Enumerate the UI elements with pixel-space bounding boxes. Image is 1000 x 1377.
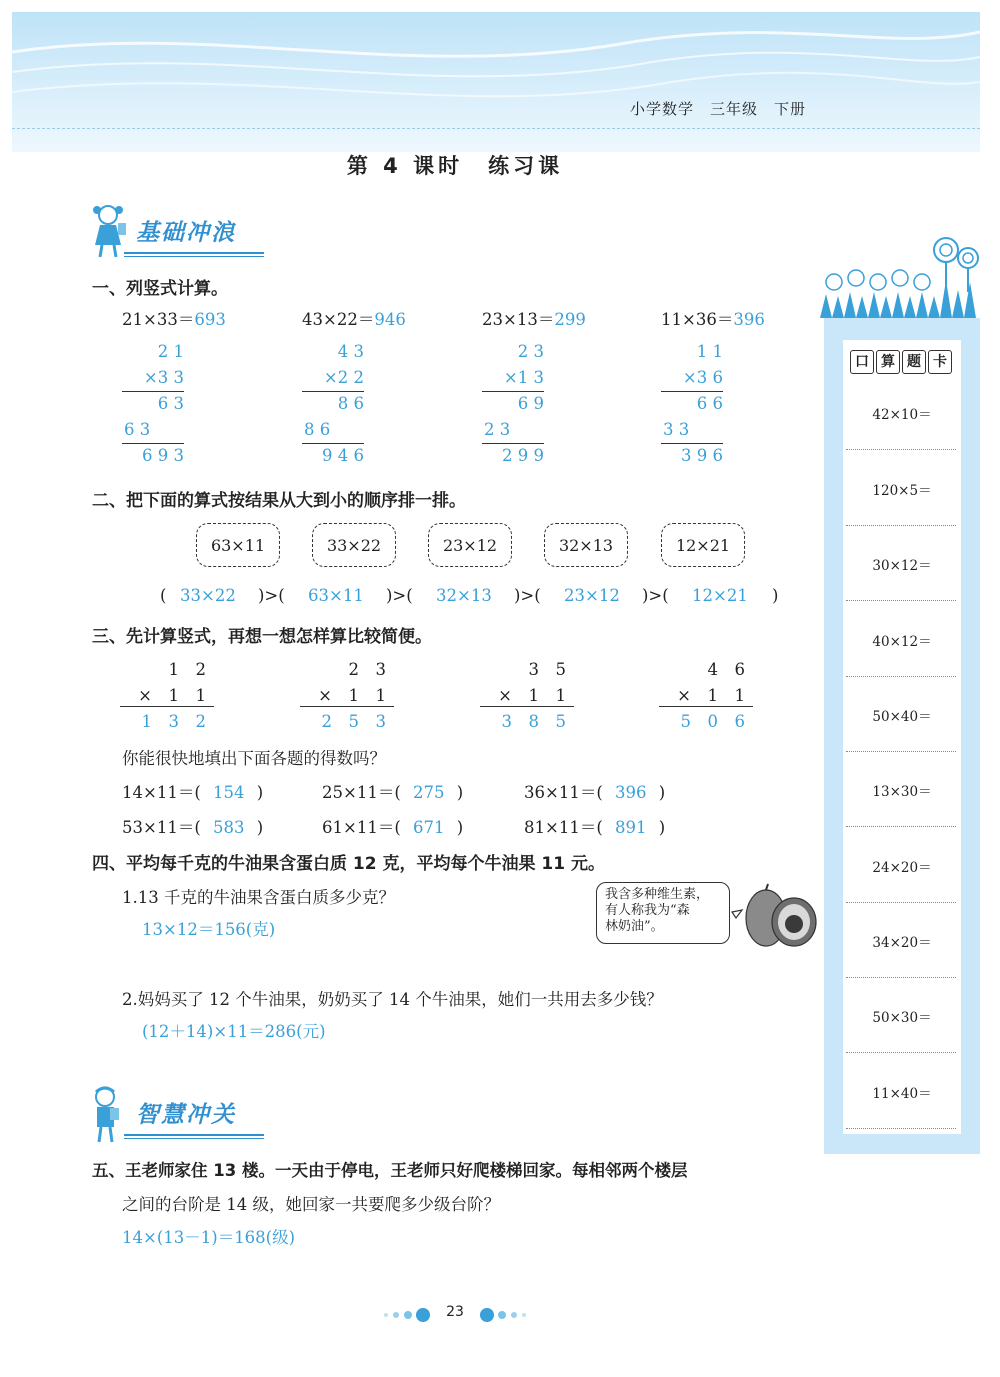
header-divider (12, 128, 980, 129)
calc-partial-1: 8 6 (337, 394, 364, 413)
card-item: 34×20＝ (872, 935, 932, 951)
q1-title: 一、列竖式计算。 (92, 279, 228, 299)
sort-gt: )>( (258, 586, 285, 605)
q3-vertical-3 (478, 656, 578, 732)
expression-cloud: 23×12 (428, 523, 512, 567)
calc-multiplier: ×1 3 (503, 368, 544, 387)
fill-answer: 891 (615, 818, 647, 837)
calc-multiplier: × 1 1 (318, 686, 386, 705)
calc-result: 3 9 6 (681, 446, 723, 465)
page-dots-right-icon (478, 1306, 530, 1328)
q1-answer: 946 (374, 310, 406, 329)
fill-answer: 583 (213, 818, 245, 837)
fill-answer: 275 (413, 783, 445, 802)
q5-line2: 之间的台阶是 14 级，她回家一共要爬多少级台阶？ (122, 1195, 500, 1214)
card-item: 40×12＝ (872, 634, 932, 650)
sort-answer-1: 33×22 (180, 586, 236, 605)
q4-answer2: (12＋14)×11＝286(元) (142, 1022, 326, 1041)
section-title-basic: 基础冲浪 (136, 220, 236, 246)
q3-vertical-4 (657, 656, 757, 732)
page-number: 23 (446, 1304, 464, 1320)
calc-partial-2: 8 6 (304, 420, 331, 439)
q1-expr: 23×13＝ (482, 310, 555, 329)
calc-partial-1: 6 9 (517, 394, 544, 413)
calc-result: 2 9 9 (502, 446, 544, 465)
q4-title: 四、平均每千克的牛油果含蛋白质 12 克，平均每个牛油果 11 元。 (92, 854, 605, 874)
girl-mascot-icon (88, 203, 128, 263)
header-banner (12, 12, 980, 152)
calc-multiplier: × 1 1 (677, 686, 745, 705)
card-title: 口 算 题 卡 (846, 350, 956, 374)
card-item: 24×20＝ (872, 860, 932, 876)
sort-lparen: ( (160, 586, 167, 605)
calc-multiplicand: 2 1 (157, 342, 184, 361)
card-item: 50×30＝ (872, 1010, 932, 1026)
sort-gt: )>( (386, 586, 413, 605)
q5-answer: 14×(13－1)＝168(级) (122, 1228, 296, 1247)
calc-multiplier: ×3 3 (143, 368, 184, 387)
answer-dotted-line (846, 600, 956, 601)
q3-fill-6: 81×11＝( 891 ) (524, 818, 666, 837)
calc-multiplicand: 4 6 (707, 660, 745, 679)
answer-dotted-line (846, 1128, 956, 1129)
q1-expr-3 (482, 306, 586, 330)
q1-expr-2 (302, 306, 406, 330)
expression-cloud: 63×11 (196, 523, 280, 567)
calc-multiplicand: 2 3 (348, 660, 386, 679)
q3-fill-2: 25×11＝( 275 ) (322, 783, 464, 802)
expression-cloud: 33×22 (312, 523, 396, 567)
q1-answer: 396 (733, 310, 765, 329)
avocado-icon (728, 880, 822, 954)
wave-decoration (12, 12, 980, 152)
expression-cloud: 32×13 (544, 523, 628, 567)
calc-multiplicand: 4 3 (337, 342, 364, 361)
card-item: 30×12＝ (872, 558, 932, 574)
card-item: 42×10＝ (872, 407, 932, 423)
q1-vertical-1 (120, 342, 190, 472)
answer-dotted-line (846, 902, 956, 903)
calc-multiplier: ×2 2 (323, 368, 364, 387)
q3-fill-5: 61×11＝( 671 ) (322, 818, 464, 837)
calc-result: 3 8 5 (501, 712, 566, 731)
q4-sub1: 1.13 千克的牛油果含蛋白质多少克？ (122, 888, 395, 907)
q1-expr-4 (661, 306, 765, 330)
calc-result: 6 9 3 (142, 446, 184, 465)
q5-line1: 五、王老师家住 13 楼。一天由于停电，王老师只好爬楼梯回家。每相邻两个楼层 (92, 1161, 688, 1180)
answer-dotted-line (846, 977, 956, 978)
q4-answer1: 13×12＝156(克) (142, 920, 276, 939)
sort-answer-4: 23×12 (564, 586, 620, 605)
calc-partial-2: 2 3 (484, 420, 511, 439)
calc-multiplicand: 3 5 (528, 660, 566, 679)
q1-expr-1 (122, 306, 226, 330)
boy-mascot-icon (88, 1086, 124, 1148)
book-brand: 小学数学 三年级 下册 (630, 100, 807, 118)
fill-answer: 396 (615, 783, 647, 802)
sort-answer-3: 32×13 (436, 586, 492, 605)
q1-vertical-3 (480, 342, 550, 472)
calc-multiplier: × 1 1 (138, 686, 206, 705)
calc-multiplicand: 1 1 (696, 342, 723, 361)
card-item: 13×30＝ (872, 784, 932, 800)
q3-prompt: 你能很快地填出下面各题的得数吗？ (122, 749, 386, 768)
answer-dotted-line (846, 676, 956, 677)
calc-multiplier: ×3 6 (682, 368, 723, 387)
calc-multiplier: × 1 1 (498, 686, 566, 705)
calc-partial-1: 6 3 (157, 394, 184, 413)
sort-answer-5: 12×21 (692, 586, 748, 605)
calc-result: 1 3 2 (141, 712, 206, 731)
lesson-title: 第 4 课时 练习课 (346, 154, 564, 178)
q1-answer: 693 (194, 310, 226, 329)
fill-answer: 671 (413, 818, 445, 837)
q3-fill-4: 53×11＝( 583 ) (122, 818, 264, 837)
calc-result: 5 0 6 (680, 712, 745, 731)
calc-multiplicand: 2 3 (517, 342, 544, 361)
sort-gt: )>( (514, 586, 541, 605)
q1-vertical-2 (300, 342, 370, 472)
answer-dotted-line (846, 525, 956, 526)
q3-vertical-1 (118, 656, 218, 732)
calc-result: 9 4 6 (322, 446, 364, 465)
q3-title: 三、先计算竖式，再想一想怎样算比较简便。 (92, 627, 432, 647)
answer-dotted-line (846, 826, 956, 827)
answer-dotted-line (846, 449, 956, 450)
card-item: 120×5＝ (872, 483, 932, 499)
speech-bubble: 我含多种维生素， 有人称我为“森 林奶油”。 (596, 882, 730, 944)
q1-expr: 43×22＝ (302, 310, 375, 329)
answer-dotted-line (846, 1052, 956, 1053)
fill-answer: 154 (213, 783, 245, 802)
calc-multiplicand: 1 2 (168, 660, 206, 679)
section-underline (124, 1134, 264, 1139)
sort-rparen: ) (772, 586, 779, 605)
calc-partial-2: 3 3 (663, 420, 690, 439)
q4-sub2: 2.妈妈买了 12 个牛油果，奶奶买了 14 个牛油果，她们一共用去多少钱？ (122, 990, 663, 1009)
q1-expr: 21×33＝ (122, 310, 195, 329)
card-item: 50×40＝ (872, 709, 932, 725)
calc-result: 2 5 3 (321, 712, 386, 731)
card-item: 11×40＝ (872, 1086, 932, 1102)
section-title-wisdom: 智慧冲关 (136, 1102, 236, 1128)
kids-flowers-illustration (820, 220, 980, 324)
calc-partial-1: 6 6 (696, 394, 723, 413)
expression-cloud: 12×21 (661, 523, 745, 567)
sort-answer-2: 63×11 (308, 586, 364, 605)
q1-vertical-4 (659, 342, 729, 472)
sort-gt: )>( (642, 586, 669, 605)
answer-dotted-line (846, 751, 956, 752)
q1-expr: 11×36＝ (661, 310, 734, 329)
q3-fill-1: 14×11＝( 154 ) (122, 783, 264, 802)
section-underline (124, 252, 264, 257)
q2-title: 二、把下面的算式按结果从大到小的顺序排一排。 (92, 491, 466, 511)
q3-vertical-2 (298, 656, 398, 732)
q1-answer: 299 (554, 310, 586, 329)
calc-partial-2: 6 3 (124, 420, 151, 439)
q3-fill-3: 36×11＝( 396 ) (524, 783, 666, 802)
